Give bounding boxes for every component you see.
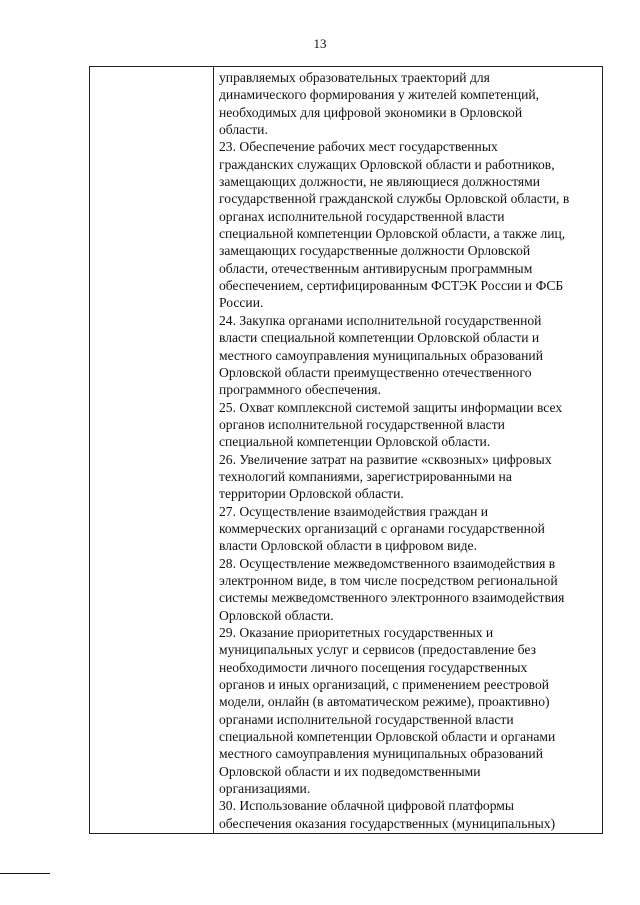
table-cell-right — [214, 67, 603, 834]
paragraph-item-26: 26. Увеличение затрат на развитие «сквозных» цифровых технологий компаниями, зарегистрированными на территории Орловской области. — [219, 451, 552, 502]
paragraph-item-23: 23. Обеспечение рабочих мест государственных гражданских служащих Орловской области и работников, замещающих должности, не являющиеся должностями государственной гражданской службы Орловской области, в органах исполнительной государственной власти специальной компетенции Орловской области, а также лиц, замещающих государственные должности Орловской области, отечественным антивирусным программным обеспечением, сертифицированным ФСТЭК России и ФСБ России. — [219, 139, 570, 311]
paragraph-item-22-continuation: управляемых образовательных траекторий для динамического формирования у жителей компетенций, необходимых для цифровой экономики в Орловской области. — [219, 70, 540, 138]
page-number: 13 — [313, 36, 327, 51]
document-table — [89, 66, 603, 834]
footnote-separator-line — [0, 873, 50, 874]
paragraph-item-29: 29. Оказание приоритетных государственных и муниципальных услуг и сервисов (предоставление без необходимости личного посещения государственных органов и иных организаций, с применением реестровой модели, онлайн (в автоматическом режиме), проактивно) органами исполнительной государственной власти специальной компетенции Орловской области и органами местного самоуправления муниципальных образований Орловской области и их подведомственными организациями. — [219, 625, 556, 797]
paragraph-item-27: 27. Осуществление взаимодействия граждан и коммерческих организаций с органами государственной власти Орловской области в цифровом виде. — [219, 503, 545, 554]
paragraph-item-28: 28. Осуществление межведомственного взаимодействия в электронном виде, в том числе посредством региональной системы межведомственного электронного взаимодействия Орловской области. — [219, 555, 565, 623]
table-row — [90, 67, 603, 834]
paragraph-item-30: 30. Использование облачной цифровой платформы обеспечения оказания государственных (муниципальных) — [219, 798, 556, 831]
table-cell-left — [90, 67, 214, 834]
paragraph-item-25: 25. Охват комплексной системой защиты информации всех органов исполнительной государственной власти специальной компетенции Орловской области. — [219, 399, 563, 450]
paragraph-item-24: 24. Закупка органами исполнительной государственной власти специальной компетенции Орловской области и местного самоуправления муниципальных образований Орловской области преимущественно отечественного программного обеспечения. — [219, 312, 543, 398]
